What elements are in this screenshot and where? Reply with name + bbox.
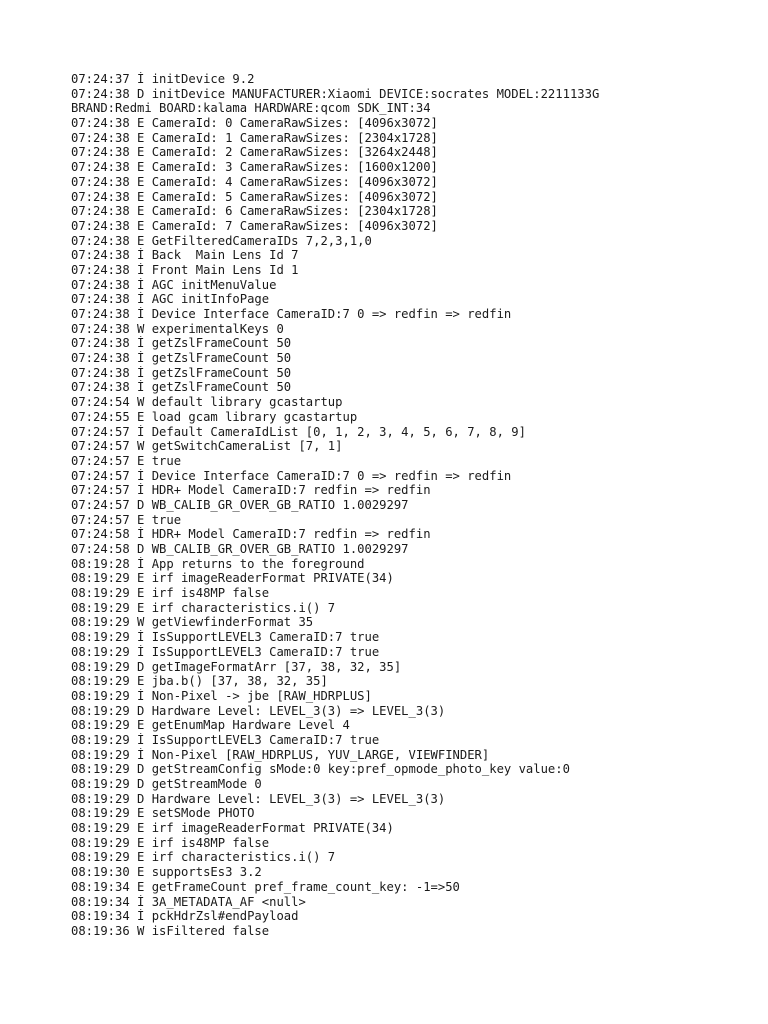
log-line: 08:19:29 E getEnumMap Hardware Level 4	[71, 718, 350, 733]
log-line: 07:24:38 W experimentalKeys 0	[71, 321, 284, 336]
log-line: 07:24:38 İ getZslFrameCount 50	[71, 351, 292, 366]
log-line: 07:24:38 E CameraId: 7 CameraRawSizes: [4096x3072]	[71, 218, 438, 233]
log-line: 07:24:37 İ initDevice 9.2	[71, 72, 255, 86]
log-line: 07:24:38 İ AGC initMenuValue	[71, 277, 277, 292]
log-line: 08:19:28 İ App returns to the foreground	[71, 556, 365, 571]
log-line: 08:19:29 D Hardware Level: LEVEL_3(3) => LEVEL_3(3)	[71, 791, 446, 806]
log-line: 07:24:57 W getSwitchCameraList [7, 1]	[71, 439, 343, 454]
log-line: 08:19:29 İ Non-Pixel [RAW_HDRPLUS, YUV_LARGE, VIEWFINDER]	[71, 747, 490, 762]
log-line: 07:24:57 İ Default CameraIdList [0, 1, 2, 3, 4, 5, 6, 7, 8, 9]	[71, 424, 526, 439]
log-line: 07:24:38 İ getZslFrameCount 50	[71, 365, 292, 380]
log-line: 07:24:38 D initDevice MANUFACTURER:Xiaomi DEVICE:socrates MODEL:2211133G	[71, 86, 600, 101]
log-line: 08:19:29 E irf imageReaderFormat PRIVATE(34)	[71, 571, 394, 586]
log-line: 08:19:29 İ IsSupportLEVEL3 CameraID:7 true	[71, 732, 380, 747]
log-line: 08:19:30 E supportsEs3 3.2	[71, 865, 262, 880]
log-line: 08:19:29 E jba.b() [37, 38, 32, 35]	[71, 674, 328, 689]
log-line: 08:19:29 D getStreamMode 0	[71, 777, 262, 791]
log-line: 08:19:29 E irf is48MP false	[71, 835, 270, 850]
log-line: 07:24:57 İ Device Interface CameraID:7 0 => redfin => redfin	[71, 468, 512, 483]
log-line: 07:24:57 E true	[71, 512, 182, 527]
log-line: 07:24:38 İ Front Main Lens Id 1	[71, 262, 299, 277]
log-line: 07:24:38 E CameraId: 6 CameraRawSizes: [2304x1728]	[71, 204, 438, 219]
log-line: 07:24:38 İ getZslFrameCount 50	[71, 336, 292, 351]
log-line: BRAND:Redmi BOARD:kalama HARDWARE:qcom SDK_INT:34	[71, 101, 431, 116]
log-line: 07:24:38 E CameraId: 3 CameraRawSizes: [1600x1200]	[71, 160, 438, 175]
log-line: 08:19:29 D getImageFormatArr [37, 38, 32, 35]	[71, 659, 402, 674]
log-line: 08:19:34 İ 3A_METADATA_AF <null>	[71, 894, 306, 909]
log-line: 07:24:38 E CameraId: 2 CameraRawSizes: [3264x2448]	[71, 145, 438, 160]
log-line: 08:19:29 İ IsSupportLEVEL3 CameraID:7 true	[71, 644, 380, 659]
log-line: 08:19:36 W isFiltered false	[71, 923, 270, 938]
log-line: 07:24:58 D WB_CALIB_GR_OVER_GB_RATIO 1.0029297	[71, 542, 409, 556]
log-line: 08:19:29 E irf imageReaderFormat PRIVATE(34)	[71, 821, 394, 836]
log-line: 08:19:29 E irf is48MP false	[71, 586, 270, 601]
log-line: 08:19:29 E setSMode PHOTO	[71, 806, 255, 821]
log-line: 07:24:57 İ HDR+ Model CameraID:7 redfin => redfin	[71, 483, 431, 498]
log-line: 07:24:57 E true	[71, 453, 182, 468]
log-line: 07:24:54 W default library gcastartup	[71, 395, 343, 410]
log-line: 08:19:29 D getStreamConfig sMode:0 key:pref_opmode_photo_key value:0	[71, 762, 570, 777]
log-line: 08:19:29 E irf characteristics.i() 7	[71, 600, 336, 615]
log-line: 07:24:38 E CameraId: 0 CameraRawSizes: [4096x3072]	[71, 116, 438, 131]
log-line: 07:24:38 E CameraId: 4 CameraRawSizes: [4096x3072]	[71, 174, 438, 189]
log-line: 07:24:38 İ Device Interface CameraID:7 0 => redfin => redfin	[71, 307, 512, 321]
log-line: 07:24:38 E CameraId: 1 CameraRawSizes: [2304x1728]	[71, 130, 438, 145]
log-line: 08:19:29 İ Non-Pixel -> jbe [RAW_HDRPLUS]	[71, 688, 372, 703]
log-line: 08:19:29 İ IsSupportLEVEL3 CameraID:7 true	[71, 630, 380, 645]
log-line: 08:19:34 E getFrameCount pref_frame_count_key: -1=>50	[71, 879, 460, 894]
log-line: 08:19:29 W getViewfinderFormat 35	[71, 615, 314, 630]
log-line: 07:24:57 D WB_CALIB_GR_OVER_GB_RATIO 1.0029297	[71, 497, 409, 512]
log-line: 07:24:38 İ getZslFrameCount 50	[71, 380, 292, 395]
log-line: 08:19:29 E irf characteristics.i() 7	[71, 850, 336, 865]
log-line: 07:24:58 İ HDR+ Model CameraID:7 redfin => redfin	[71, 527, 431, 542]
log-line: 08:19:34 İ pckHdrZsl#endPayload	[71, 909, 299, 924]
log-line: 07:24:55 E load gcam library gcastartup	[71, 409, 358, 424]
log-line: 07:24:38 E CameraId: 5 CameraRawSizes: [4096x3072]	[71, 189, 438, 204]
log-line: 07:24:38 İ Back Main Lens Id 7	[71, 248, 299, 263]
log-line: 07:24:38 İ AGC initInfoPage	[71, 292, 270, 307]
log-line: 08:19:29 D Hardware Level: LEVEL_3(3) => LEVEL_3(3)	[71, 703, 446, 718]
log-line: 07:24:38 E GetFilteredCameraIDs 7,2,3,1,0	[71, 233, 372, 248]
log-page	[71, 72, 760, 939]
